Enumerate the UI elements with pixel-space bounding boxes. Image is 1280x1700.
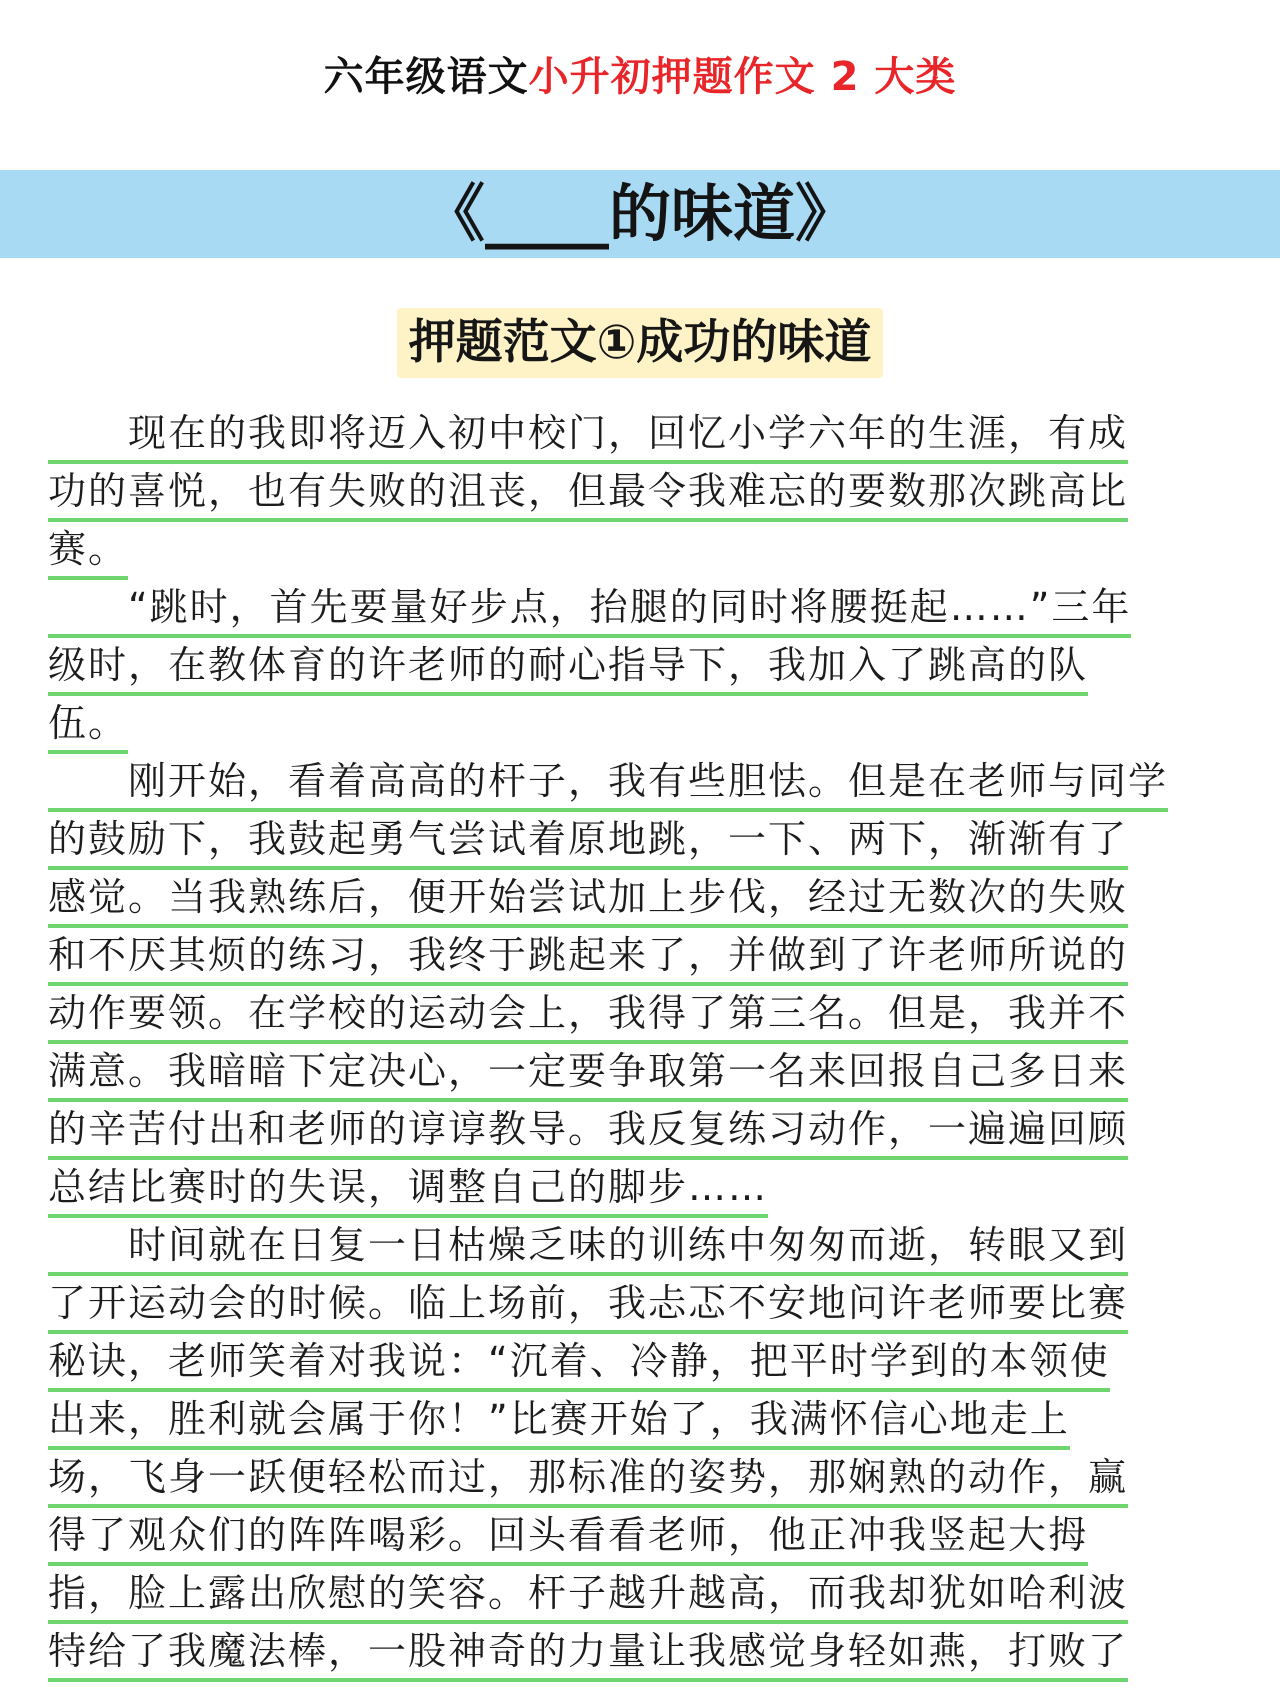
essay-line-text: 的辛苦付出和老师的谆谆教导。我反复练习动作，一遍遍回顾 [48,1102,1128,1160]
essay-line [48,1102,1238,1160]
essay-line-text: 的鼓励下，我鼓起勇气尝试着原地跳，一下、两下，渐渐有了 [48,812,1128,870]
essay-line-text: 场，飞身一跃便轻松而过，那标准的姿势，那娴熟的动作，赢 [48,1450,1128,1508]
essay-line [48,754,1238,812]
essay-line-text: 时间就在日复一日枯燥乏味的训练中匆匆而逝，转眼又到 [48,1218,1128,1276]
essay-line [48,580,1238,638]
essay-line-text: 满意。我暗暗下定决心，一定要争取第一名来回报自己多日来 [48,1044,1128,1102]
essay-line [48,1160,1238,1218]
essay-line [48,1334,1238,1392]
essay-line-text: 现在的我即将迈入初中校门，回忆小学六年的生涯，有成 [48,406,1128,464]
essay-line-text: 功的喜悦，也有失败的沮丧，但最令我难忘的要数那次跳高比 [48,464,1128,522]
essay-line [48,812,1238,870]
essay-line [48,1276,1238,1334]
banner-text: 《____的味道》 [422,177,857,250]
essay-line [48,986,1238,1044]
page-title [0,22,1280,132]
essay-line [48,1566,1238,1624]
essay-subtitle: 押题范文①成功的味道 [397,308,884,378]
essay-subtitle-wrap [0,308,1280,378]
essay-line-text: 级时，在教体育的许老师的耐心指导下，我加入了跳高的队 [48,638,1088,696]
essay-line [48,464,1238,522]
essay-line-text: 特给了我魔法棒，一股神奇的力量让我感觉身轻如燕，打败了 [48,1624,1128,1682]
essay-line [48,406,1238,464]
essay-line-text: 出来，胜利就会属于你！”比赛开始了，我满怀信心地走上 [48,1392,1070,1450]
essay-line [48,1624,1238,1682]
essay-line-text: 秘诀，老师笑着对我说：“沉着、冷静，把平时学到的本领使 [48,1334,1110,1392]
essay-line-text: 和不厌其烦的练习，我终于跳起来了，并做到了许老师所说的 [48,928,1128,986]
title-topic: 小升初押题作文 2 大类 [528,54,957,100]
essay-line [48,870,1238,928]
essay-line [48,522,1238,580]
essay-line [48,1392,1238,1450]
essay-line [48,928,1238,986]
essay-line-text: 总结比赛时的失误，调整自己的脚步…… [48,1160,768,1218]
essay-line [48,1508,1238,1566]
essay-line-text: “跳时，首先要量好步点，抬腿的同时将腰挺起……”三年 [48,580,1131,638]
essay-line [48,1218,1238,1276]
essay-line-text: 感觉。当我熟练后，便开始尝试加上步伐，经过无数次的失败 [48,870,1128,928]
essay-line [48,1044,1238,1102]
essay-line-text: 了开运动会的时候。临上场前，我忐忑不安地问许老师要比赛 [48,1276,1128,1334]
essay-line-text: 得了观众们的阵阵喝彩。回头看看老师，他正冲我竖起大拇 [48,1508,1088,1566]
essay-body [48,406,1238,1682]
essay-line-text: 动作要领。在学校的运动会上，我得了第三名。但是，我并不 [48,986,1128,1044]
essay-line-text: 赛。 [48,522,128,580]
essay-line-text: 指，脸上露出欣慰的笑容。杆子越升越高，而我却犹如哈利波 [48,1566,1128,1624]
essay-line [48,1450,1238,1508]
topic-banner [0,170,1280,258]
title-grade-subject: 六年级语文 [323,54,529,100]
essay-line [48,638,1238,696]
essay-line-text: 伍。 [48,696,128,754]
essay-line-text: 刚开始，看着高高的杆子，我有些胆怯。但是在老师与同学 [48,754,1168,812]
essay-line [48,696,1238,754]
